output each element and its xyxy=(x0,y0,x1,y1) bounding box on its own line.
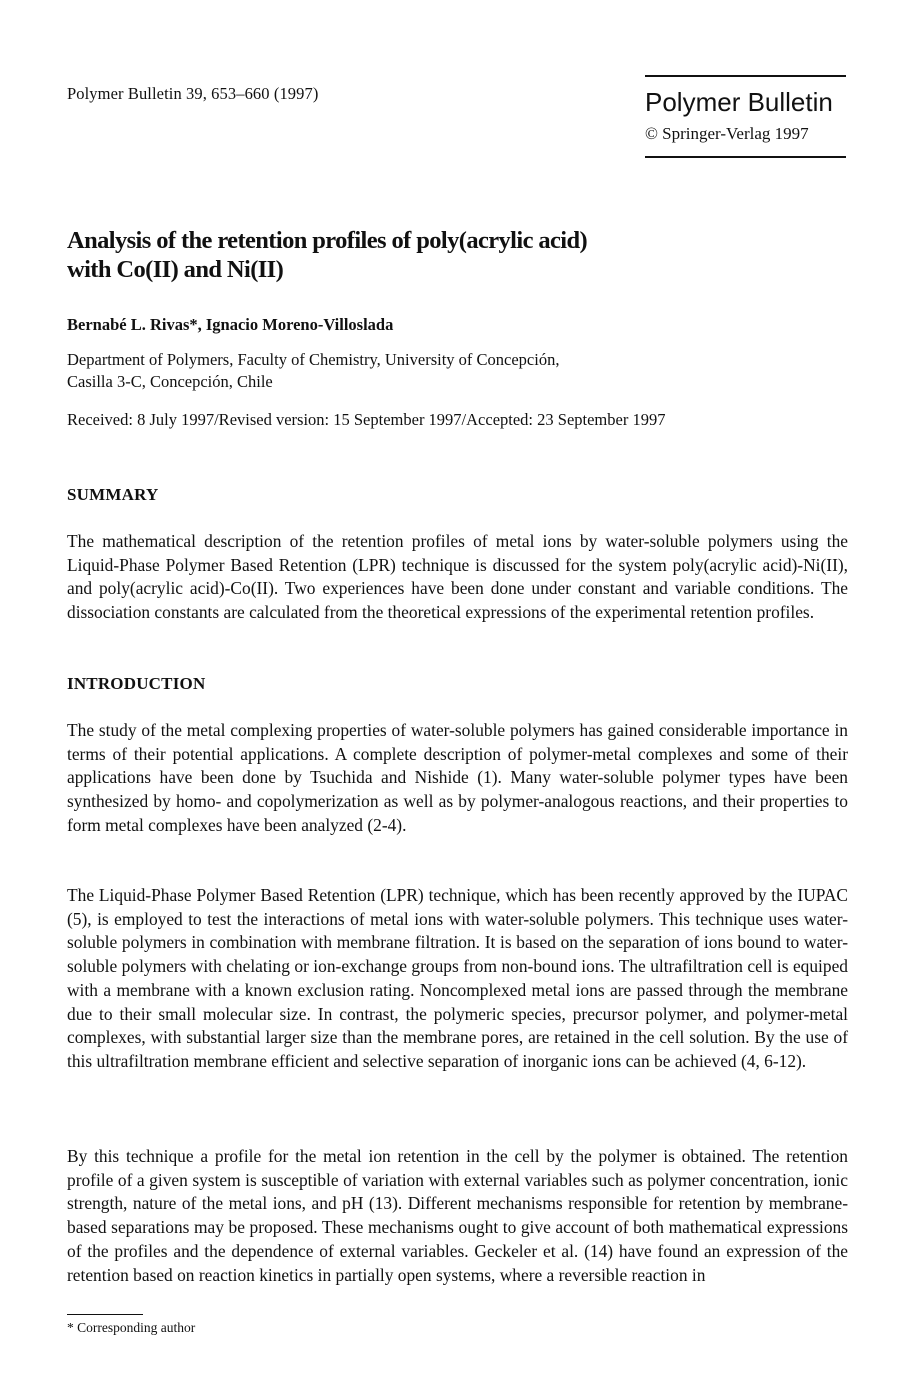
footnote-rule xyxy=(67,1314,143,1315)
introduction-paragraph-3: By this technique a profile for the metal ion retention in the cell by the polymer is obtained. The retention profile of a given system is susceptible of variation with external variables such as polymer concentration, ionic strength, nature of the metal ions, and pH (13). Different mechanisms responsible for retention by membrane-based separations may be proposed. These mechanisms ought to give account of both mathematical expressions of the profiles and the dependence of external variables. Geckeler et al. (14) have found an expression of the retention based on reaction kinetics in partially open systems, where a reversible reaction in xyxy=(67,1146,848,1285)
affiliation-line-1: Department of Polymers, Faculty of Chemistry, University of Concepción, xyxy=(67,350,560,369)
introduction-paragraph-1: The study of the metal complexing properties of water-soluble polymers has gained considerable importance in terms of their potential applications. A complete description of polymer-metal complexes and some of their applications have been done by Tsuchida and Nishide (1). Many water-soluble polymer types have been synthesized by homo- and copolymerization as well as by polymer-analogous reactions, and their properties to form metal complexes have been analyzed (2-4). xyxy=(67,720,848,835)
article-title xyxy=(67,226,847,284)
masthead-bottom-rule xyxy=(645,156,846,158)
introduction-heading: INTRODUCTION xyxy=(67,674,206,693)
journal-copyright: © Springer-Verlag 1997 xyxy=(645,124,809,143)
affiliation-line-2: Casilla 3-C, Concepción, Chile xyxy=(67,372,273,391)
summary-heading: SUMMARY xyxy=(67,485,159,504)
journal-name: Polymer Bulletin xyxy=(645,87,833,117)
introduction-paragraph-2: The Liquid-Phase Polymer Based Retention (LPR) technique, which has been recently approved by the IUPAC (5), is employed to test the interactions of metal ions with water-soluble polymers. This technique uses water-soluble polymers in combination with membrane filtration. It is based on the separation of ions bound to water-soluble polymers with chelating or ion-exchange groups from non-bound ions. The ultrafiltration cell is equiped with a membrane with a known exclusion rating. Noncomplexed metal ions are passed through the membrane due to their small molecular size. In contrast, the polymeric species, precursor polymer, and polymer-metal complexes, with substantial larger size than the membrane pores, are retained in the cell solution. By the use of this ultrafiltration membrane efficient and selective separation of inorganic ions can be achieved (4, 6-12). xyxy=(67,885,848,1071)
article-title-line-1: Analysis of the retention profiles of poly(acrylic acid) xyxy=(67,227,588,254)
corresponding-author-footnote: * Corresponding author xyxy=(67,1320,196,1335)
summary-paragraph: The mathematical description of the retention profiles of metal ions by water-soluble polymers using the Liquid-Phase Polymer Based Retention (LPR) technique is discussed for the system poly(acrylic acid)-Ni(II), and poly(acrylic acid)-Co(II). Two experiences have been done under constant and variable conditions. The dissociation constants are calculated from the theoretical expressions of the experimental retention profiles. xyxy=(67,531,848,623)
journal-citation: Polymer Bulletin 39, 653–660 (1997) xyxy=(67,84,319,103)
author-affiliation xyxy=(67,349,559,393)
article-authors: Bernabé L. Rivas*, Ignacio Moreno-Villoslada xyxy=(67,315,394,334)
received-dates: Received: 8 July 1997/Revised version: 15 September 1997/Accepted: 23 September 1997 xyxy=(67,410,666,429)
masthead-top-rule xyxy=(645,75,846,77)
journal-masthead xyxy=(645,75,846,158)
article-title-line-2: with Co(II) and Ni(II) xyxy=(67,256,284,283)
